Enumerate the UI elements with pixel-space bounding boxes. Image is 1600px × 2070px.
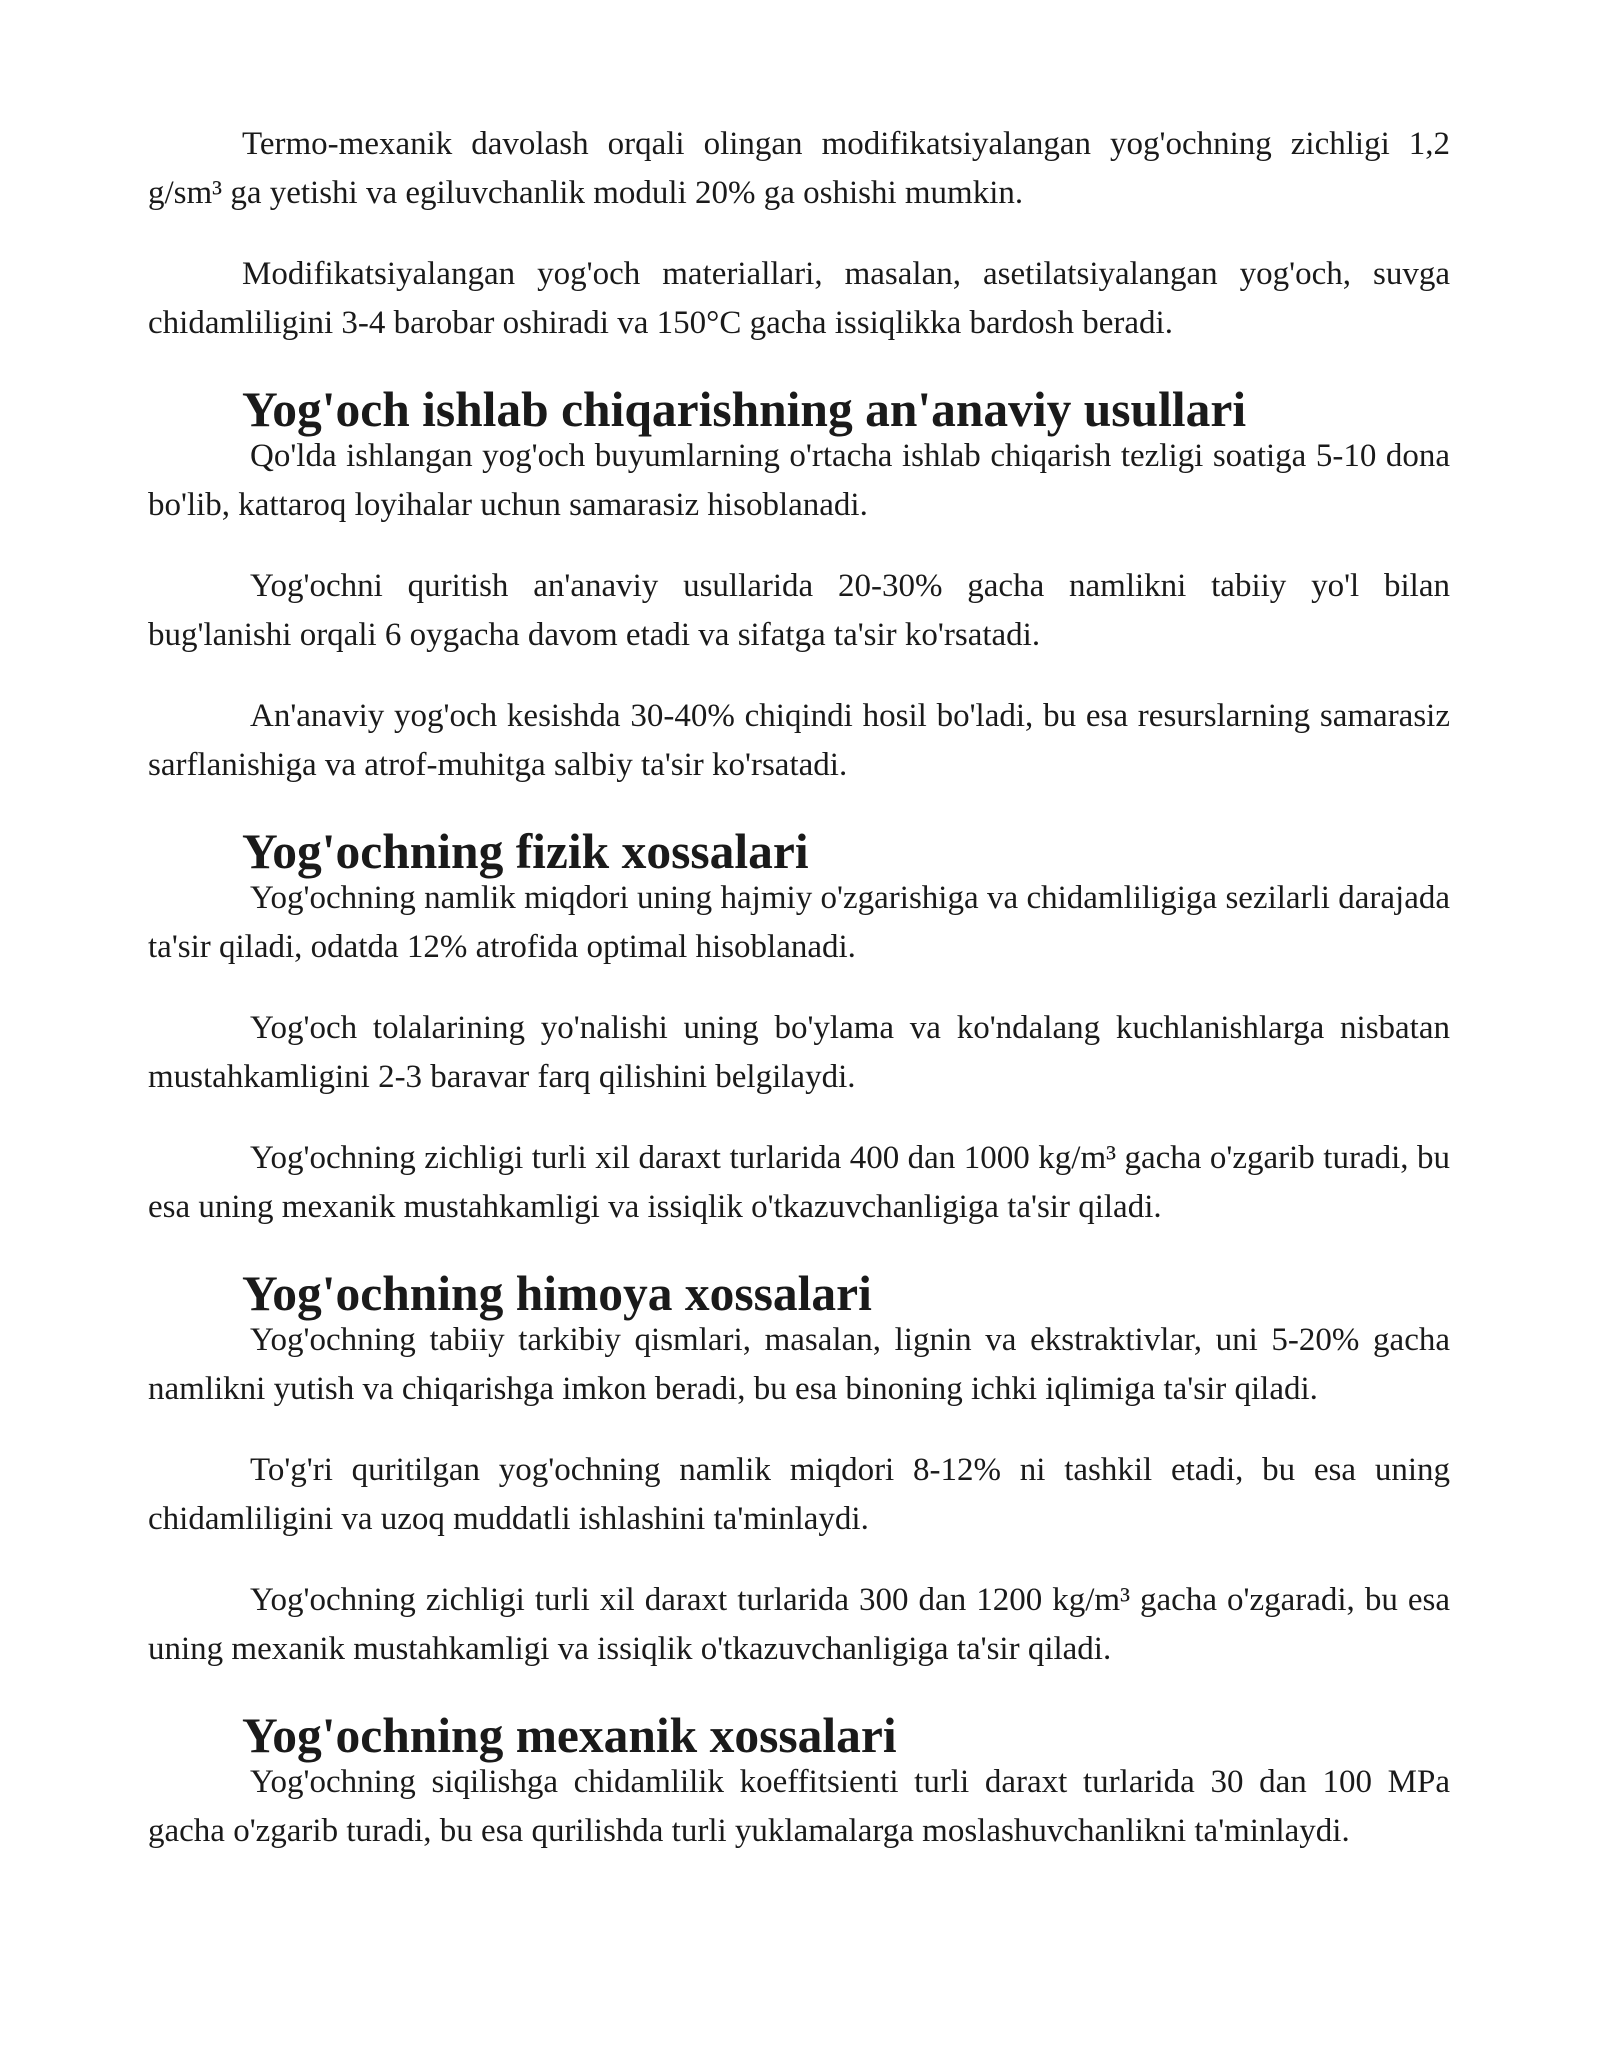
paragraph-handmade-production: Qo'lda ishlangan yog'och buyumlarning o'rtacha ishlab chiqarish tezligi soatiga 5-10 dona bo'lib, kattaroq loyihalar uchun samarasiz hisoblanadi. xyxy=(148,438,1450,523)
document-body xyxy=(148,120,1450,1856)
paragraph-compression-resistance: Yog'ochning siqilishga chidamlilik koeffitsienti turli daraxt turlarida 30 dan 100 MPa gacha o'zgarib turadi, bu esa qurilishda turli yuklamalarga moslashuvchanlikni ta'minlaydi. xyxy=(148,1764,1450,1849)
heading-protective-properties: Yog'ochning himoya xossalari xyxy=(242,1266,872,1321)
heading-mechanical-properties: Yog'ochning mexanik xossalari xyxy=(242,1708,897,1763)
paragraph-cutting-waste: An'anaviy yog'och kesishda 30-40% chiqindi hosil bo'ladi, bu esa resurslarning samarasiz sarflanishiga va atrof-muhitga salbiy ta'sir ko'rsatadi. xyxy=(148,698,1450,783)
paragraph-dried-moisture: To'g'ri quritilgan yog'ochning namlik miqdori 8-12% ni tashkil etadi, bu esa uning chidamliligini va uzoq muddatli ishlashini ta'minlaydi. xyxy=(148,1452,1450,1537)
paragraph-density-range: Yog'ochning zichligi turli xil daraxt turlarida 400 dan 1000 kg/m³ gacha o'zgarib turadi, bu esa uning mexanik mustahkamligi va issiqlik o'tkazuvchanligiga ta'sir qiladi. xyxy=(148,1140,1450,1225)
paragraph-density-variation: Yog'ochning zichligi turli xil daraxt turlarida 300 dan 1200 kg/m³ gacha o'zgaradi, bu esa uning mexanik mustahkamligi va issiqlik o'tkazuvchanligiga ta'sir qiladi. xyxy=(148,1582,1450,1667)
paragraph-modified-materials: Modifikatsiyalangan yog'och materiallari, masalan, asetilatsiyalangan yog'och, suvga chidamliligini 3-4 barobar oshiradi va 150°C gacha issiqlikka bardosh beradi. xyxy=(148,256,1450,341)
paragraph-fiber-direction: Yog'och tolalarining yo'nalishi uning bo'ylama va ko'ndalang kuchlanishlarga nisbatan mustahkamligini 2-3 baravar farq qilishini belgilaydi. xyxy=(148,1010,1450,1095)
paragraph-thermo-mechanical: Termo-mexanik davolash orqali olingan modifikatsiyalangan yog'ochning zichligi 1,2 g/sm³ ga yetishi va egiluvchanlik moduli 20% ga oshishi mumkin. xyxy=(148,126,1450,211)
heading-traditional-methods: Yog'och ishlab chiqarishning an'anaviy usullari xyxy=(242,382,1247,437)
paragraph-natural-components: Yog'ochning tabiiy tarkibiy qismlari, masalan, lignin va ekstraktivlar, uni 5-20% gacha namlikni yutish va chiqarishga imkon beradi, bu esa binoning ichki iqlimiga ta'sir qiladi. xyxy=(148,1322,1450,1407)
paragraph-moisture-content: Yog'ochning namlik miqdori uning hajmiy o'zgarishiga va chidamliligiga sezilarli darajada ta'sir qiladi, odatda 12% atrofida optimal hisoblanadi. xyxy=(148,880,1450,965)
paragraph-drying-methods: Yog'ochni quritish an'anaviy usullarida 20-30% gacha namlikni tabiiy yo'l bilan bug'lanishi orqali 6 oygacha davom etadi va sifatga ta'sir ko'rsatadi. xyxy=(148,568,1450,653)
heading-physical-properties: Yog'ochning fizik xossalari xyxy=(242,824,809,879)
